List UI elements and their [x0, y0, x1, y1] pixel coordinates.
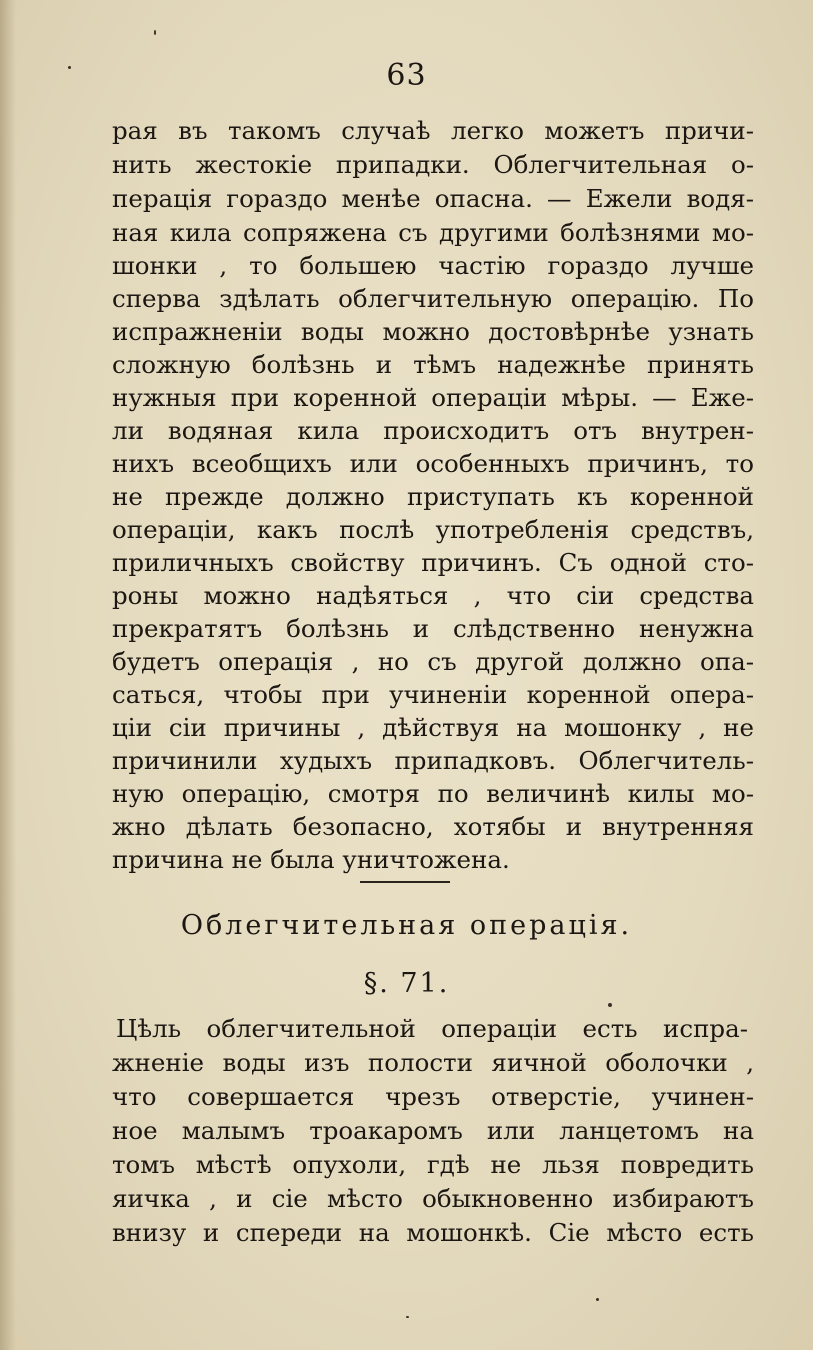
text-line: ная кила сопряжена съ другими болѣзнями мо-: [112, 218, 754, 247]
text-line: томъ мѣстѣ опухоли, гдѣ не льзя повредить: [112, 1150, 754, 1179]
text-line: сложную болѣзнь и тѣмъ надежнѣе принять: [112, 350, 754, 379]
text-line: Цѣль облегчительной операціи есть испра-: [116, 1014, 748, 1043]
text-line: будетъ операція , но съ другой должно опа-: [112, 647, 754, 676]
paper-speck: [154, 30, 156, 35]
text-line: нужныя при коренной операціи мѣры. — Еже-: [112, 383, 754, 412]
text-line: нихъ всеобщихъ или особенныхъ причинъ, то: [112, 449, 754, 478]
text-line: сперва здѣлать облегчительную операцію. По: [112, 284, 754, 313]
text-line: ную операцію, смотря по величинѣ килы мо-: [112, 779, 754, 808]
text-line: прекратятъ болѣзнь и слѣдственно ненужна: [112, 614, 754, 643]
text-line: яичка , и сіе мѣсто обыкновенно избираютъ: [112, 1184, 754, 1213]
paragraph-number: §. 71.: [363, 968, 450, 999]
text-line: внизу и спереди на мошонкѣ. Сіе мѣсто есть: [112, 1218, 754, 1247]
text-line: приличныхъ свойству причинъ. Съ одной сто-: [112, 548, 754, 577]
paper-speck: [596, 1298, 599, 1301]
page-number: 63: [386, 58, 427, 93]
paper-speck: [68, 66, 71, 69]
text-line: ли водяная кила происходитъ отъ внутрен-: [112, 416, 754, 445]
text-line: ное малымъ троакаромъ или ланцетомъ на: [112, 1116, 754, 1145]
text-line: испражненіи воды можно достовѣрнѣе узнать: [112, 317, 754, 346]
text-line: саться, чтобы при учиненіи коренной опера-: [112, 680, 754, 709]
text-line: причина не была уничтожена.: [112, 845, 510, 874]
paper-speck: [406, 1316, 409, 1318]
text-line: жно дѣлать безопасно, хотябы и внутренняя: [112, 812, 754, 841]
text-line: операціи, какъ послѣ употребленія средствъ,: [112, 515, 754, 544]
page-edge-shadow: [0, 0, 16, 1350]
paper-speck: [608, 1003, 612, 1007]
text-line: причинили худыхъ припадковъ. Облегчитель-: [112, 746, 754, 775]
text-line: нить жестокіе припадки. Облегчительная о-: [112, 150, 754, 179]
section-divider: [360, 881, 450, 883]
text-line: что совершается чрезъ отверстіе, учинен-: [112, 1082, 754, 1111]
text-line: ціи сіи причины , дѣйствуя на мошонку , не: [112, 713, 754, 742]
text-line: жненіе воды изъ полости яичной оболочки ,: [112, 1048, 754, 1077]
text-line: рая въ такомъ случаѣ легко можетъ причи-: [112, 116, 754, 145]
section-title: Облегчительная операція.: [180, 910, 633, 941]
text-line: роны можно надѣяться , что сіи средства: [112, 581, 754, 610]
text-line: шонки , то большею частію гораздо лучше: [112, 251, 754, 280]
text-line: перація гораздо менѣе опасна. — Ежели водя-: [112, 184, 754, 213]
text-line: не прежде должно приступать къ коренной: [112, 482, 754, 511]
